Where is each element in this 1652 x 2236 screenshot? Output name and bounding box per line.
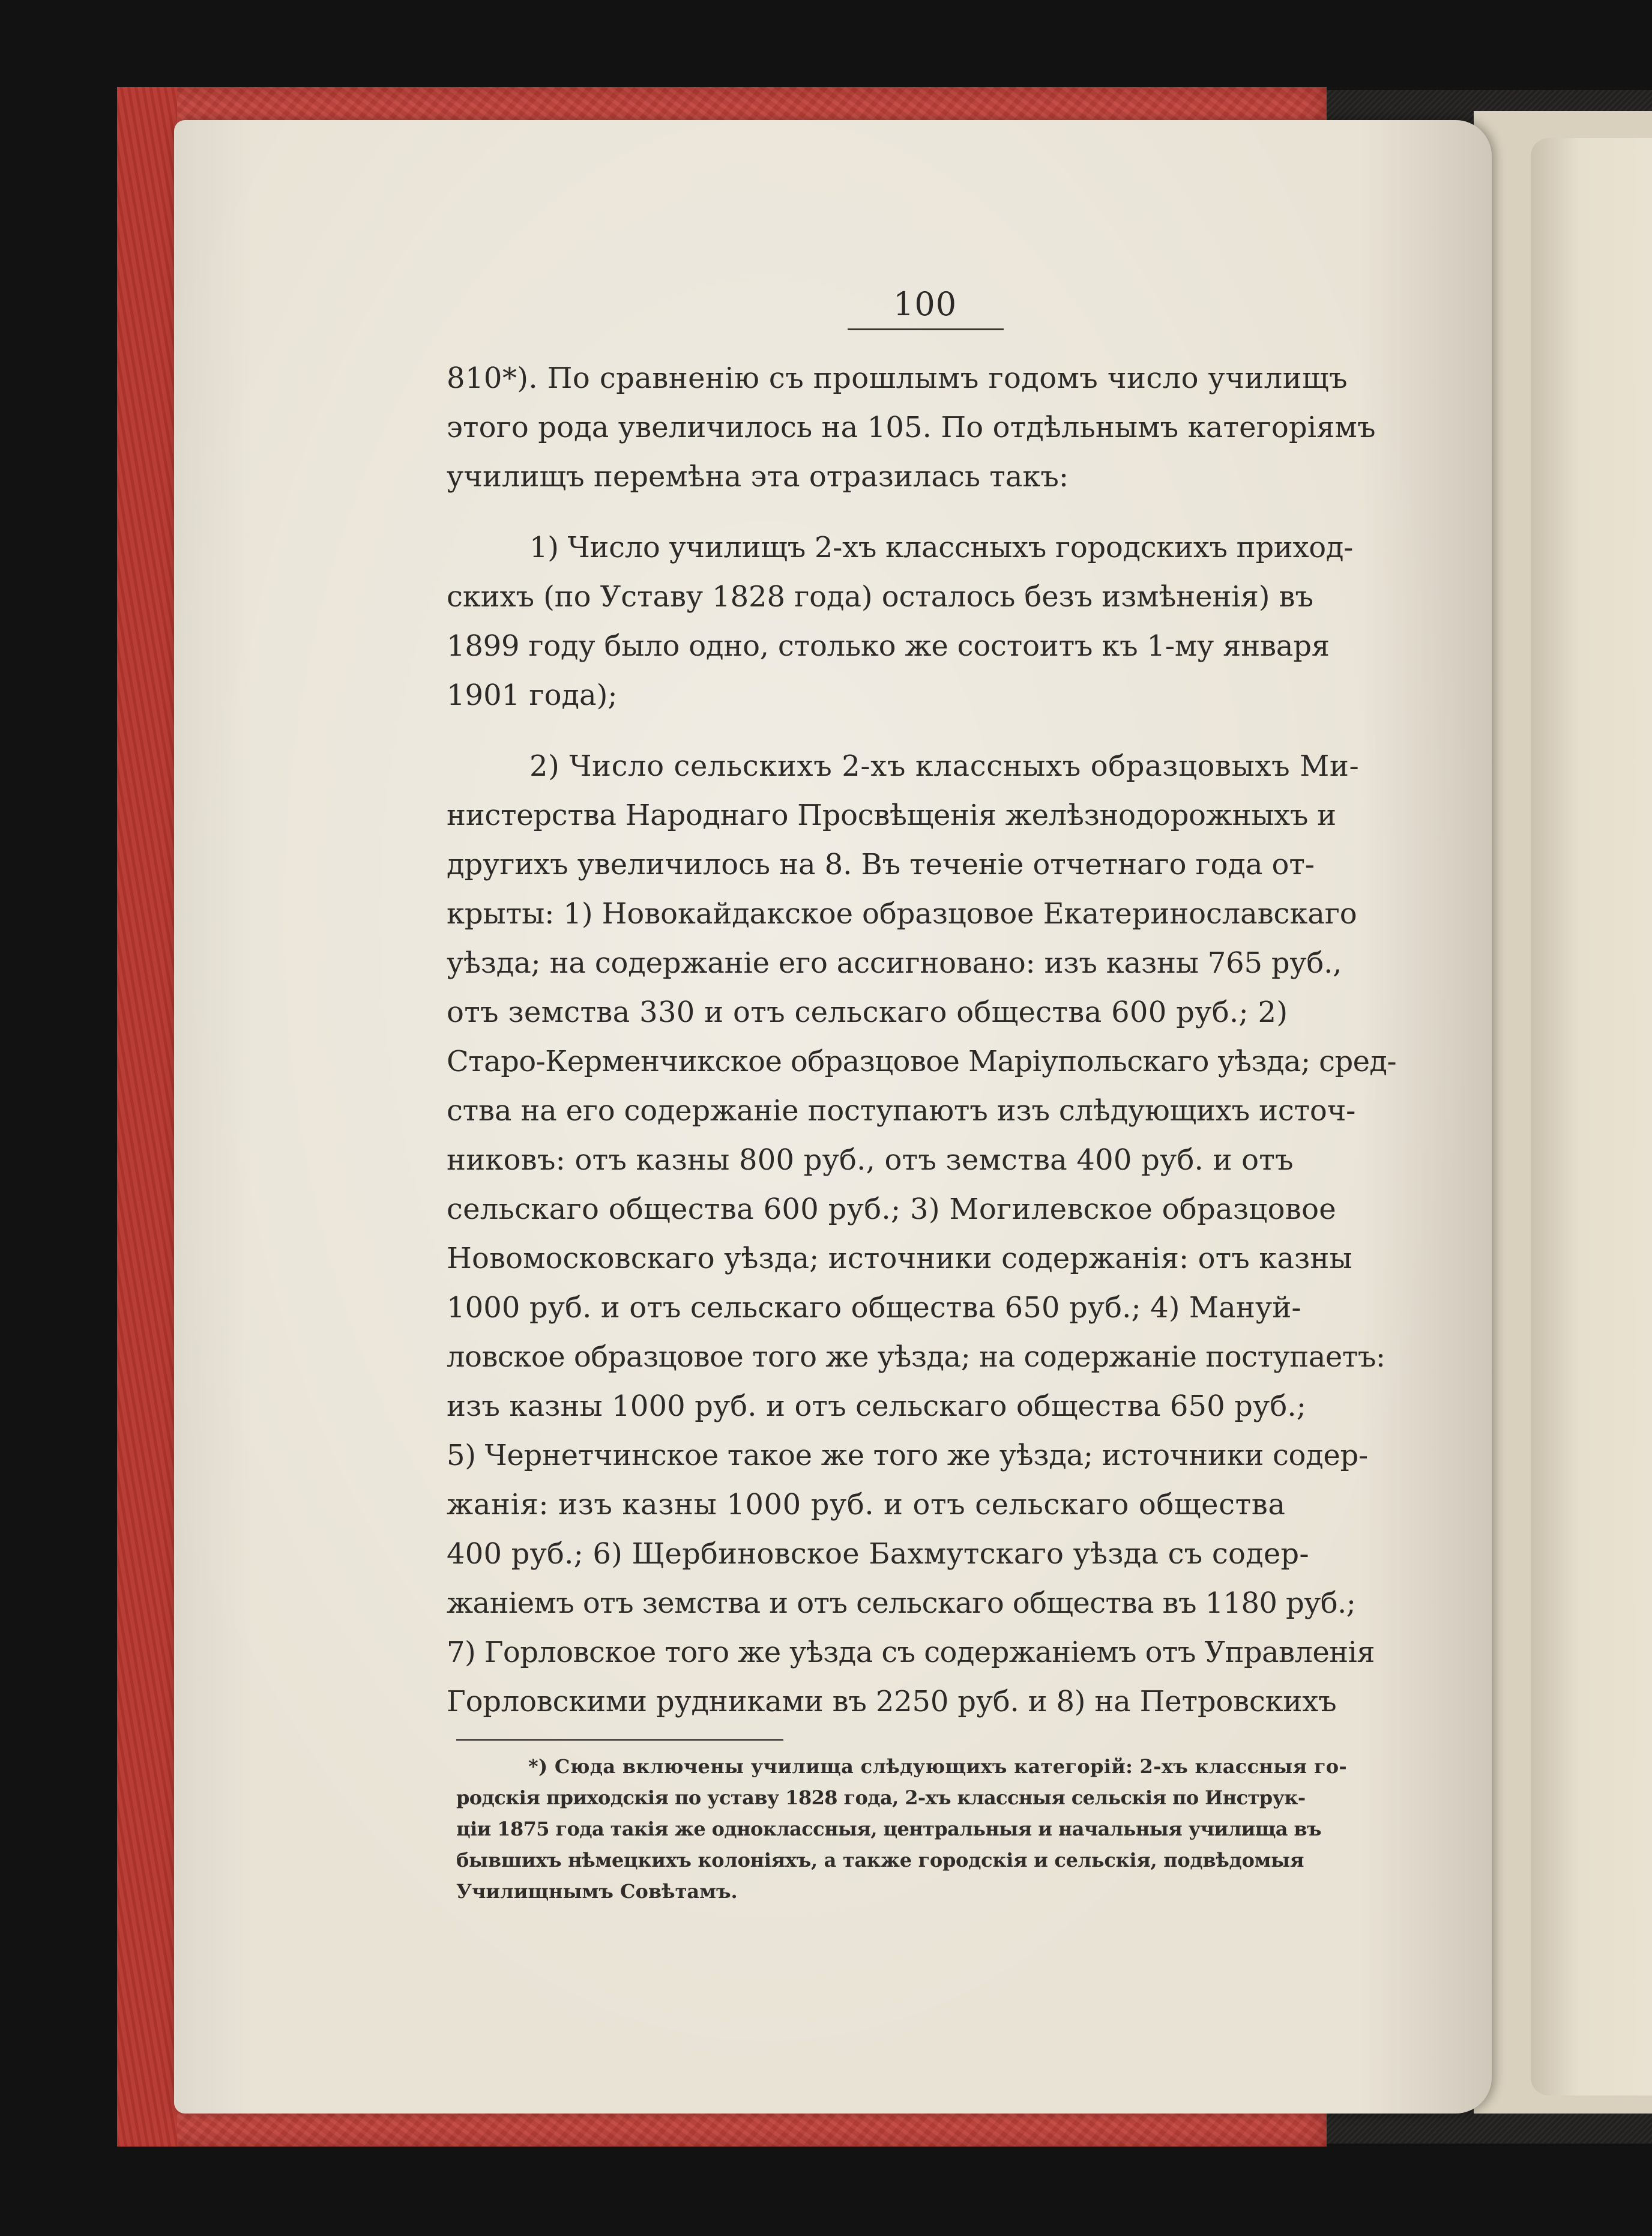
body-line: ловское образцовое того же уѣзда; на содержаніе поступаетъ: (447, 1340, 1385, 1374)
body-line: 810*). По сравненію съ прошлымъ годомъ число училищъ (447, 361, 1348, 395)
footnote-line: Училищнымъ Совѣтамъ. (456, 1880, 738, 1903)
body-line: сельскаго общества 600 руб.; 3) Могилевское образцовое (447, 1192, 1337, 1226)
body-line: Новомосковскаго уѣзда; источники содержанія: отъ казны (447, 1242, 1352, 1275)
footnote-line: *) Сюда включены училища слѣдующихъ категорій: 2-хъ классныя го- (528, 1755, 1347, 1778)
body-line: 1899 году было одно, столько же состоитъ къ 1-му января (447, 629, 1330, 663)
body-line: училищъ перемѣна эта отразилась такъ: (447, 460, 1069, 494)
body-line: 7) Горловское того же уѣзда съ содержаніемъ отъ Управленія (447, 1636, 1375, 1669)
body-line: 400 руб.; 6) Щербиновское Бахмутскаго уѣзда съ содер- (447, 1537, 1309, 1571)
footnote-rule (456, 1739, 783, 1741)
body-line: этого рода увеличилось на 105. По отдѣльнымъ категоріямъ (447, 411, 1376, 444)
body-line: скихъ (по Уставу 1828 года) осталось безъ измѣненія) въ (447, 580, 1313, 614)
body-line: уѣзда; на содержаніе его ассигновано: изъ казны 765 руб., (447, 946, 1342, 980)
next-page-edge (1531, 138, 1652, 2095)
body-line: изъ казны 1000 руб. и отъ сельскаго общества 650 руб.; (447, 1389, 1306, 1423)
body-line: 1000 руб. и отъ сельскаго общества 650 руб.; 4) Мануй- (447, 1291, 1301, 1325)
body-line: Горловскими рудниками въ 2250 руб. и 8) на Петровскихъ (447, 1685, 1337, 1718)
body-line: 5) Чернетчинское такое же того же уѣзда; источники содер- (447, 1439, 1368, 1472)
body-line: 1) Число училищъ 2-хъ классныхъ городскихъ приход- (529, 531, 1354, 564)
page-number-rule (848, 328, 1004, 330)
footnote-line: ціи 1875 года такія же одноклассныя, центральныя и начальныя училища въ (456, 1818, 1321, 1840)
body-line: 2) Число сельскихъ 2-хъ классныхъ образцовыхъ Ми- (529, 749, 1360, 783)
body-line: жаніемъ отъ земства и отъ сельскаго общества въ 1180 руб.; (447, 1586, 1356, 1620)
footnote-line: родскія приходскія по уставу 1828 года, 2-хъ классныя сельскія по Инструк- (456, 1786, 1306, 1809)
body-line: крыты: 1) Новокайдакское образцовое Екатеринославскаго (447, 897, 1357, 931)
cover-spine-edge (117, 87, 177, 2147)
body-line: никовъ: отъ казны 800 руб., отъ земства 400 руб. и отъ (447, 1143, 1294, 1177)
body-line: 1901 года); (447, 678, 618, 712)
body-line: нистерства Народнаго Просвѣщенія желѣзнодорожныхъ и (447, 799, 1336, 832)
body-line: Старо-Керменчикское образцовое Маріупольскаго уѣзда; сред- (447, 1045, 1396, 1078)
body-line: жанія: изъ казны 1000 руб. и отъ сельскаго общества (447, 1488, 1286, 1521)
body-line: ства на его содержаніе поступаютъ изъ слѣдующихъ источ- (447, 1094, 1356, 1128)
footnote-line: бывшихъ нѣмецкихъ колоніяхъ, а также городскія и сельскія, подвѣдомыя (456, 1849, 1304, 1872)
body-line: отъ земства 330 и отъ сельскаго общества 600 руб.; 2) (447, 996, 1288, 1029)
body-line: другихъ увеличилось на 8. Въ теченіе отчетнаго года от- (447, 848, 1315, 881)
page-number: 100 (893, 285, 957, 323)
